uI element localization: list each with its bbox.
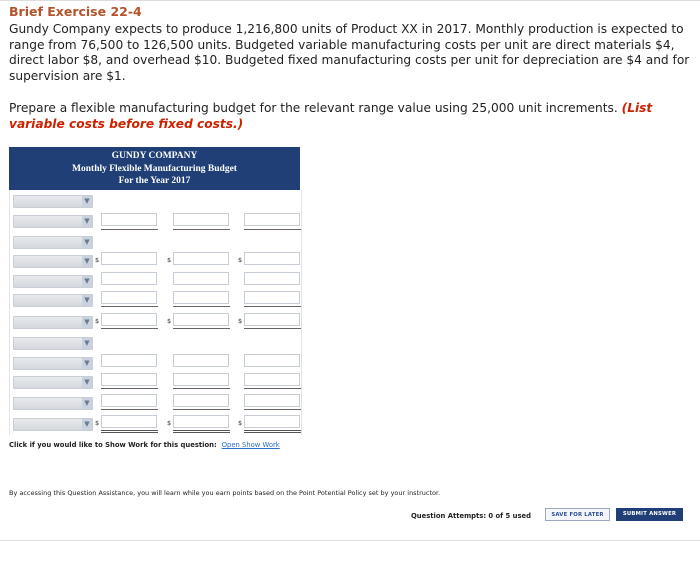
chevron-down-icon: ▼ [82, 419, 92, 430]
row-label-dropdown[interactable] [13, 195, 93, 208]
dollar-sign: $ [95, 317, 100, 325]
chevron-down-icon: ▼ [82, 358, 92, 369]
underline [101, 328, 158, 329]
policy-text: By accessing this Question Assistance, you will learn while you earn points based on the Point Potential Policy set by your instructor. [9, 489, 441, 497]
amount-input[interactable] [101, 373, 157, 386]
chevron-down-icon: ▼ [82, 398, 92, 409]
dollar-sign: $ [238, 317, 243, 325]
chevron-down-icon: ▼ [82, 256, 92, 267]
underline [173, 328, 230, 329]
amount-input[interactable] [101, 394, 157, 407]
row-label-dropdown[interactable] [13, 397, 93, 410]
chevron-down-icon: ▼ [82, 237, 92, 248]
amount-input[interactable] [101, 272, 157, 285]
dollar-sign: $ [95, 419, 100, 427]
amount-input[interactable] [173, 394, 229, 407]
budget-table [9, 190, 302, 435]
amount-input[interactable] [101, 252, 157, 265]
amount-input[interactable] [173, 415, 229, 428]
dollar-sign: $ [238, 419, 243, 427]
total-fixed-row [10, 392, 301, 414]
dollar-sign: $ [95, 256, 100, 264]
underline [244, 328, 301, 329]
row-label-dropdown[interactable] [13, 275, 93, 288]
variable-cost-row-1 [10, 250, 301, 272]
amount-input[interactable] [244, 252, 300, 265]
amount-input[interactable] [101, 313, 157, 326]
row-label-dropdown[interactable] [13, 337, 93, 350]
bottom-divider [0, 540, 700, 541]
units-row [10, 210, 301, 232]
underline [173, 306, 230, 307]
row-label-dropdown[interactable] [13, 418, 93, 431]
underline [101, 229, 158, 230]
row-label-dropdown[interactable] [13, 357, 93, 370]
amount-input[interactable] [244, 272, 300, 285]
amount-input[interactable] [244, 354, 300, 367]
chevron-down-icon: ▼ [82, 338, 92, 349]
row-label-dropdown[interactable] [13, 316, 93, 329]
top-divider [0, 0, 700, 1]
total-variable-row [10, 311, 301, 333]
amount-input[interactable] [101, 291, 157, 304]
amount-input[interactable] [173, 354, 229, 367]
show-work-text: Click if you would like to Show Work for this question: [9, 441, 217, 449]
row-label-dropdown[interactable] [13, 294, 93, 307]
double-underline [173, 430, 230, 433]
variable-cost-row-3 [10, 289, 301, 311]
amount-input[interactable] [244, 313, 300, 326]
amount-input[interactable] [173, 252, 229, 265]
open-show-work-link[interactable]: Open Show Work [221, 441, 280, 449]
underline [101, 388, 158, 389]
total-costs-row [10, 413, 301, 435]
dollar-sign: $ [167, 317, 172, 325]
row-label-dropdown[interactable] [13, 255, 93, 268]
units-input-2[interactable] [173, 213, 229, 226]
problem-statement: Gundy Company expects to produce 1,216,800 units of Product XX in 2017. Monthly production is expected to range from 76,500 to 126,500 units. Budgeted variable manufacturing costs per unit are direct materials $4, direct labor $8, and overhead $10. Budgeted fixed manufacturing costs per unit for depreciation are $4 and for supervision are $1. [9, 22, 690, 83]
dollar-sign: $ [167, 256, 172, 264]
dollar-sign: $ [238, 256, 243, 264]
amount-input[interactable] [173, 313, 229, 326]
underline [244, 306, 301, 307]
budget-header [9, 147, 300, 190]
amount-input[interactable] [101, 354, 157, 367]
save-for-later-button[interactable]: SAVE FOR LATER [545, 508, 610, 521]
double-underline [101, 430, 158, 433]
budget-title: Monthly Flexible Manufacturing Budget [72, 163, 237, 174]
amount-input[interactable] [173, 291, 229, 304]
instruction-text [9, 101, 692, 132]
dollar-sign: $ [167, 419, 172, 427]
chevron-down-icon: ▼ [82, 196, 92, 207]
section-label-row [10, 332, 301, 354]
company-name: GUNDY COMPANY [111, 151, 198, 161]
chevron-down-icon: ▼ [82, 377, 92, 388]
chevron-down-icon: ▼ [82, 295, 92, 306]
underline [173, 229, 230, 230]
underline [244, 229, 301, 230]
chevron-down-icon: ▼ [82, 317, 92, 328]
amount-input[interactable] [244, 415, 300, 428]
amount-input[interactable] [244, 373, 300, 386]
chevron-down-icon: ▼ [82, 276, 92, 287]
underline [101, 409, 158, 410]
amount-input[interactable] [244, 291, 300, 304]
underline [244, 409, 301, 410]
chevron-down-icon: ▼ [82, 216, 92, 227]
instruction-body: Prepare a flexible manufacturing budget for the relevant range value using 25,000 unit increments. [9, 101, 618, 115]
exercise-title: Brief Exercise 22-4 [9, 4, 142, 19]
instruction-hint: (List variable costs before fixed costs.) [9, 101, 653, 131]
row-label-dropdown[interactable] [13, 376, 93, 389]
show-work-prompt [9, 441, 280, 449]
budget-period: For the Year 2017 [118, 176, 191, 186]
underline [173, 409, 230, 410]
underline [101, 306, 158, 307]
units-input-3[interactable] [244, 213, 300, 226]
row-label-dropdown[interactable] [13, 215, 93, 228]
amount-input[interactable] [244, 394, 300, 407]
amount-input[interactable] [173, 373, 229, 386]
submit-answer-button[interactable]: SUBMIT ANSWER [616, 508, 683, 521]
double-underline [244, 430, 301, 433]
fixed-cost-row-2 [10, 371, 301, 393]
units-label-row [10, 190, 301, 212]
underline [173, 388, 230, 389]
underline [244, 388, 301, 389]
units-input-1[interactable] [101, 213, 157, 226]
amount-input[interactable] [173, 272, 229, 285]
question-attempts: Question Attempts: 0 of 5 used [411, 512, 531, 520]
amount-input[interactable] [101, 415, 157, 428]
row-label-dropdown[interactable] [13, 236, 93, 249]
